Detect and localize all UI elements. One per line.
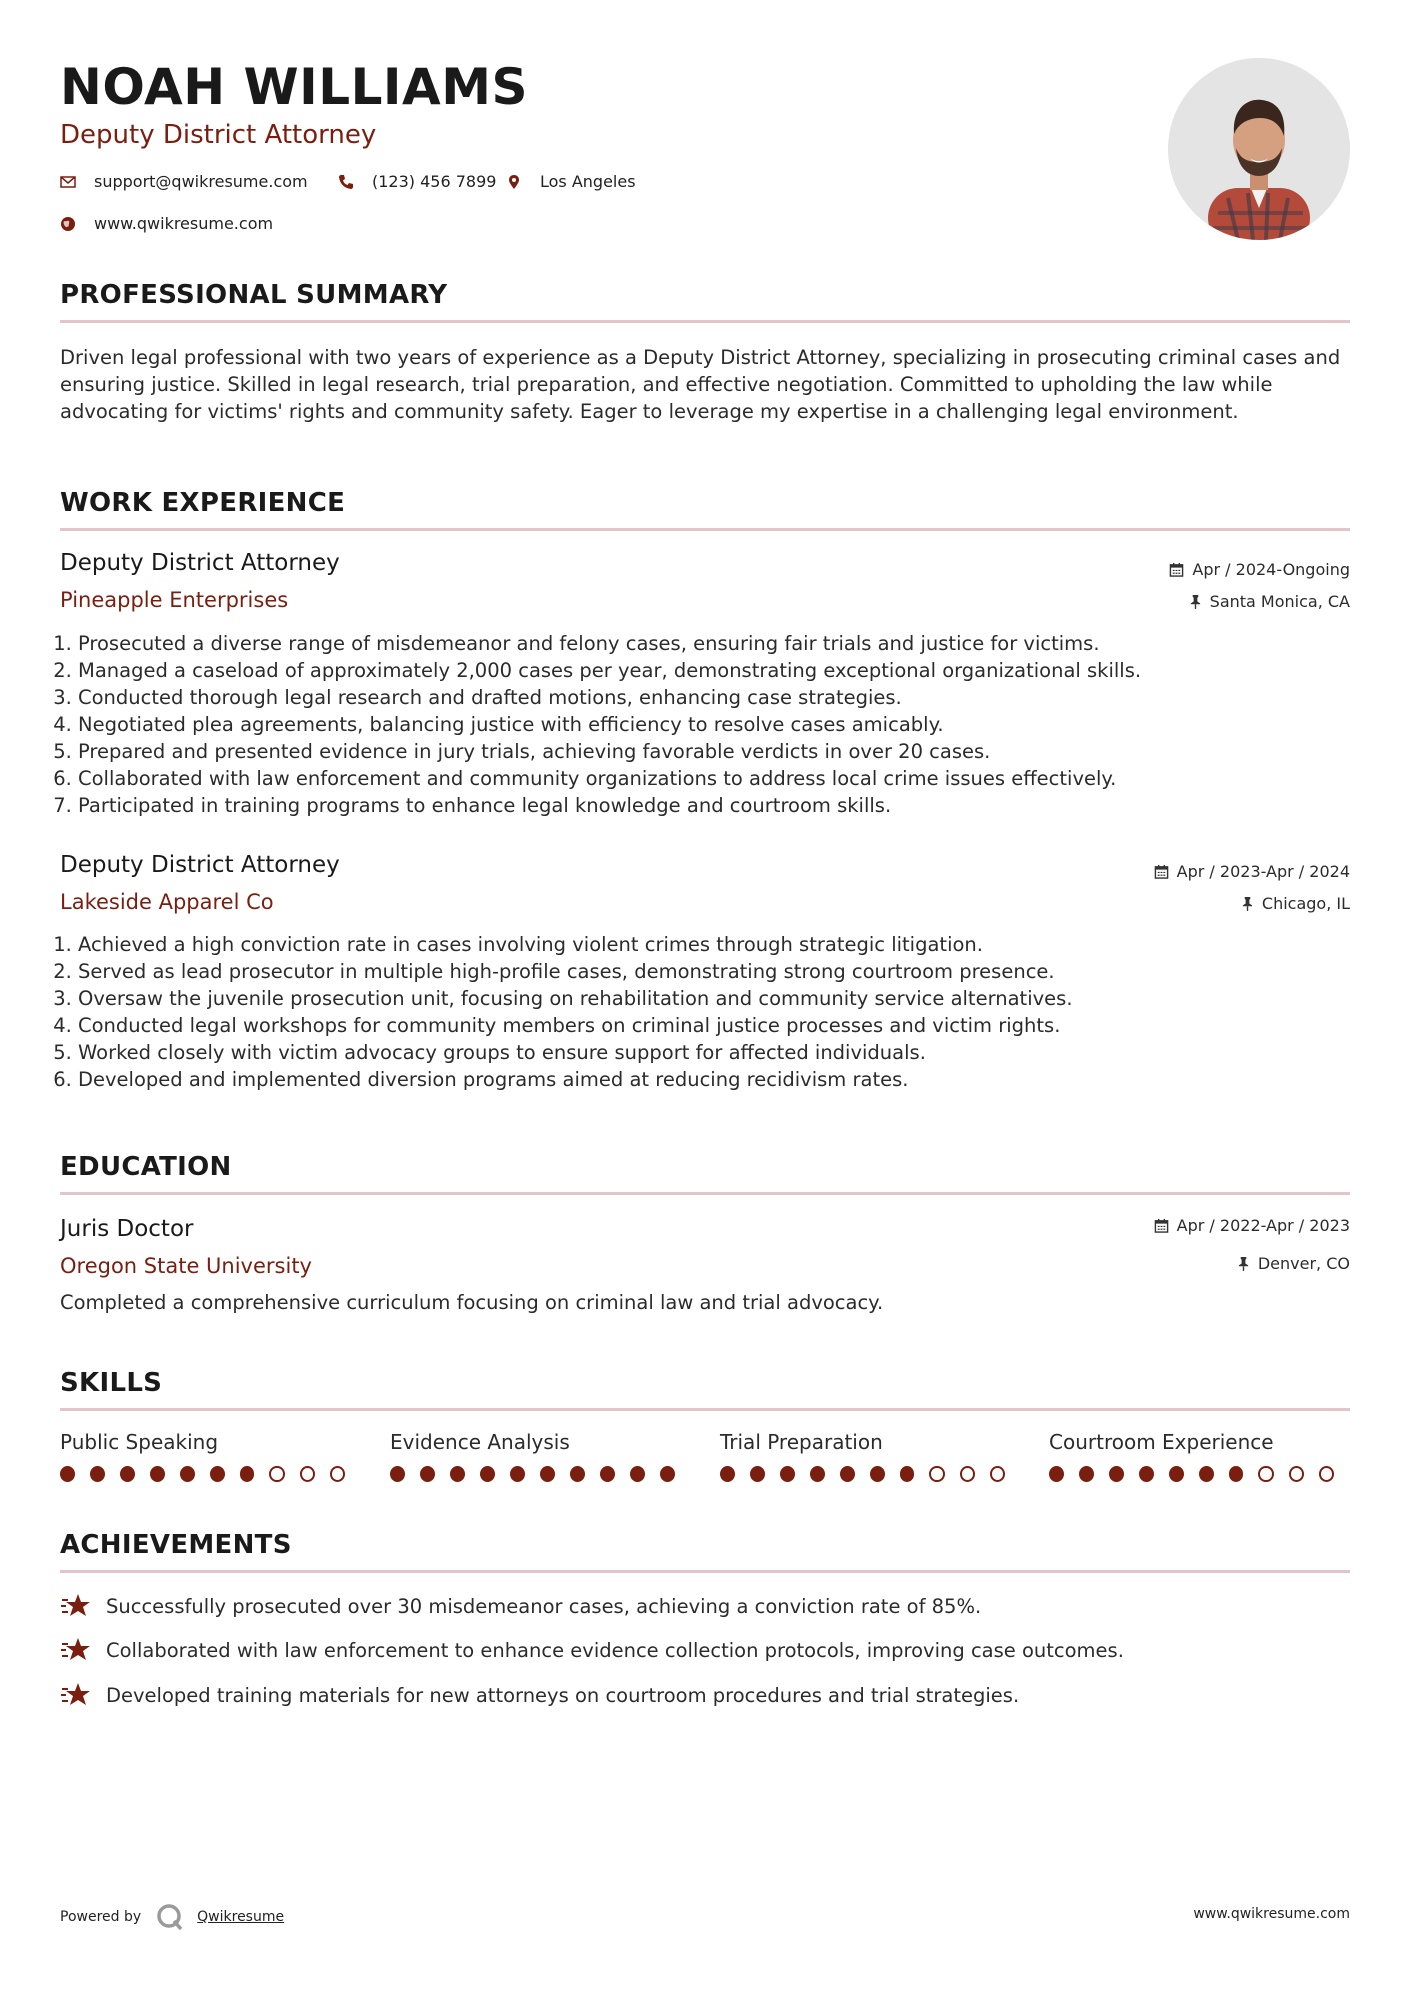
rating-dot-filled: [750, 1466, 765, 1482]
bullet-item: 6. Developed and implemented diversion programs aimed at reducing recidivism rates.: [78, 1066, 1368, 1093]
skill-label: Trial Preparation: [720, 1430, 883, 1454]
rating-dot-filled: [570, 1466, 585, 1482]
job-bullets: [60, 931, 1368, 1093]
rating-dot-filled: [1139, 1466, 1154, 1482]
rating-dot-filled: [150, 1466, 165, 1482]
skill-rating: [390, 1466, 690, 1482]
star-badge-icon: [60, 1681, 92, 1709]
experience-heading: WORK EXPERIENCE: [60, 488, 346, 518]
calendar-icon: [1154, 864, 1169, 879]
rating-dot-filled: [540, 1466, 555, 1482]
rating-dot-filled: [390, 1466, 405, 1482]
summary-text: Driven legal professional with two years of experience as a Deputy District Attorney, specializing in prosecuting criminal cases and ensuring justice. Skilled in legal research, trial preparation, and effective negotiation. Committed to upholding the law while advocating for victims' rights and community safety. Eager to leverage my expertise in a challenging legal environment.: [60, 346, 1341, 423]
rating-dot-filled: [630, 1466, 645, 1482]
rating-dot-filled: [1079, 1466, 1094, 1482]
achievement-text: Successfully prosecuted over 30 misdemeanor cases, achieving a conviction rate of 85%.: [106, 1594, 982, 1618]
skill-rating: [60, 1466, 360, 1482]
bullet-item: 1. Achieved a high conviction rate in cases involving violent crimes through strategic litigation.: [78, 931, 1368, 958]
education-school: Oregon State University: [60, 1254, 312, 1278]
rating-dot-empty: [1289, 1466, 1304, 1482]
skill-item: [1049, 1430, 1349, 1482]
footer-powered-by: [60, 1902, 284, 1932]
rating-dot-empty: [269, 1466, 284, 1482]
rating-dot-filled: [90, 1466, 105, 1482]
rating-dot-filled: [1199, 1466, 1214, 1482]
contact-website[interactable]: [60, 214, 273, 233]
rating-dot-filled: [210, 1466, 225, 1482]
education-location: [1237, 1254, 1350, 1273]
job-location-text: Santa Monica, CA: [1209, 592, 1350, 611]
skills-heading: SKILLS: [60, 1368, 163, 1398]
job-company: Lakeside Apparel Co: [60, 890, 274, 914]
contact-phone[interactable]: [338, 172, 496, 191]
rating-dot-filled: [810, 1466, 825, 1482]
qwikresume-link[interactable]: Qwikresume: [197, 1909, 285, 1925]
envelope-icon: [60, 174, 76, 190]
bullet-item: 3. Conducted thorough legal research and drafted motions, enhancing case strategies.: [78, 684, 1368, 711]
phone-icon: [338, 174, 354, 190]
bullet-item: 6. Collaborated with law enforcement and community organizations to address local crime issues effectively.: [78, 765, 1368, 792]
skill-label: Courtroom Experience: [1049, 1430, 1274, 1454]
rating-dot-empty: [300, 1466, 315, 1482]
globe-icon: [60, 216, 76, 232]
candidate-role: Deputy District Attorney: [60, 120, 377, 150]
rating-dot-filled: [1109, 1466, 1124, 1482]
job-title: Deputy District Attorney: [60, 852, 340, 878]
rating-dot-filled: [240, 1466, 255, 1482]
rating-dot-filled: [180, 1466, 195, 1482]
rating-dot-filled: [600, 1466, 615, 1482]
achievements-heading: ACHIEVEMENTS: [60, 1530, 292, 1560]
rating-dot-empty: [1258, 1466, 1273, 1482]
education-date: [1154, 1216, 1350, 1235]
bullet-item: 2. Served as lead prosecutor in multiple high-profile cases, demonstrating strong courtroom presence.: [78, 958, 1368, 985]
star-badge-icon: [60, 1592, 92, 1620]
powered-by-label: Powered by: [60, 1909, 142, 1925]
skill-rating: [720, 1466, 1020, 1482]
bullet-item: 4. Conducted legal workshops for community members on criminal justice processes and victim rights.: [78, 1012, 1368, 1039]
experience-divider: [60, 528, 1350, 531]
rating-dot-filled: [1169, 1466, 1184, 1482]
map-pin-icon: [506, 174, 522, 190]
rating-dot-filled: [660, 1466, 675, 1482]
job-date-text: Apr / 2024-Ongoing: [1192, 560, 1350, 579]
avatar-illustration: [1168, 58, 1350, 240]
rating-dot-filled: [780, 1466, 795, 1482]
location-text: Los Angeles: [540, 172, 636, 191]
rating-dot-filled: [900, 1466, 915, 1482]
job-location-text: Chicago, IL: [1261, 894, 1350, 913]
star-badge-icon: [60, 1636, 92, 1664]
rating-dot-filled: [120, 1466, 135, 1482]
skill-label: Public Speaking: [60, 1430, 219, 1454]
rating-dot-empty: [960, 1466, 975, 1482]
skills-divider: [60, 1408, 1350, 1411]
job-location: [1241, 894, 1350, 913]
pushpin-icon: [1241, 896, 1254, 911]
education-location-text: Denver, CO: [1257, 1254, 1350, 1273]
footer-website[interactable]: www.qwikresume.com: [1193, 1906, 1350, 1922]
education-date-text: Apr / 2022-Apr / 2023: [1176, 1216, 1350, 1235]
rating-dot-empty: [330, 1466, 345, 1482]
job-bullets: [60, 630, 1368, 819]
job-date: [1169, 560, 1350, 579]
bullet-item: 3. Oversaw the juvenile prosecution unit, focusing on rehabilitation and community service alternatives.: [78, 985, 1368, 1012]
contact-location: [506, 172, 636, 191]
rating-dot-filled: [870, 1466, 885, 1482]
phone-text: (123) 456 7899: [372, 172, 497, 191]
achievement-text: Collaborated with law enforcement to enhance evidence collection protocols, improving case outcomes.: [106, 1638, 1124, 1662]
summary-heading: PROFESSIONAL SUMMARY: [60, 280, 448, 310]
education-degree: Juris Doctor: [60, 1216, 194, 1242]
skill-rating: [1049, 1466, 1349, 1482]
rating-dot-empty: [990, 1466, 1005, 1482]
achievement-item: [60, 1636, 1124, 1664]
profile-photo: [1168, 58, 1350, 240]
education-heading: EDUCATION: [60, 1152, 232, 1182]
bullet-item: 5. Worked closely with victim advocacy groups to ensure support for affected individuals.: [78, 1039, 1368, 1066]
skill-item: [720, 1430, 1020, 1482]
rating-dot-filled: [480, 1466, 495, 1482]
rating-dot-filled: [450, 1466, 465, 1482]
job-date-text: Apr / 2023-Apr / 2024: [1176, 862, 1350, 881]
rating-dot-filled: [420, 1466, 435, 1482]
job-location: [1189, 592, 1350, 611]
rating-dot-empty: [929, 1466, 944, 1482]
rating-dot-filled: [840, 1466, 855, 1482]
calendar-icon: [1154, 1218, 1169, 1233]
bullet-item: 4. Negotiated plea agreements, balancing justice with efficiency to resolve cases amicably.: [78, 711, 1368, 738]
summary-divider: [60, 320, 1350, 323]
education-divider: [60, 1192, 1350, 1195]
rating-dot-filled: [1229, 1466, 1244, 1482]
email-text: support@qwikresume.com: [94, 172, 308, 191]
website-text: www.qwikresume.com: [94, 214, 274, 233]
skill-label: Evidence Analysis: [390, 1430, 570, 1454]
achievements-divider: [60, 1570, 1350, 1573]
achievement-item: [60, 1681, 1019, 1709]
job-title: Deputy District Attorney: [60, 550, 340, 576]
rating-dot-filled: [510, 1466, 525, 1482]
achievement-item: [60, 1592, 981, 1620]
pushpin-icon: [1237, 1256, 1250, 1271]
bullet-item: 7. Participated in training programs to enhance legal knowledge and courtroom skills.: [78, 792, 1368, 819]
job-company: Pineapple Enterprises: [60, 588, 289, 612]
job-date: [1154, 862, 1350, 881]
bullet-item: 1. Prosecuted a diverse range of misdemeanor and felony cases, ensuring fair trials and justice for victims.: [78, 630, 1368, 657]
contact-email[interactable]: [60, 172, 308, 191]
rating-dot-filled: [60, 1466, 75, 1482]
skill-item: [390, 1430, 690, 1482]
achievement-text: Developed training materials for new attorneys on courtroom procedures and trial strategies.: [106, 1683, 1020, 1707]
bullet-item: 5. Prepared and presented evidence in jury trials, achieving favorable verdicts in over 20 cases.: [78, 738, 1368, 765]
education-description: Completed a comprehensive curriculum focusing on criminal law and trial advocacy.: [60, 1291, 884, 1314]
rating-dot-filled: [720, 1466, 735, 1482]
calendar-icon: [1169, 562, 1184, 577]
rating-dot-empty: [1319, 1466, 1334, 1482]
qwikresume-logo-icon: [155, 1902, 185, 1932]
rating-dot-filled: [1049, 1466, 1064, 1482]
bullet-item: 2. Managed a caseload of approximately 2,000 cases per year, demonstrating exceptional organizational skills.: [78, 657, 1368, 684]
candidate-name: NOAH WILLIAMS: [60, 58, 528, 116]
skill-item: [60, 1430, 360, 1482]
pushpin-icon: [1189, 594, 1202, 609]
